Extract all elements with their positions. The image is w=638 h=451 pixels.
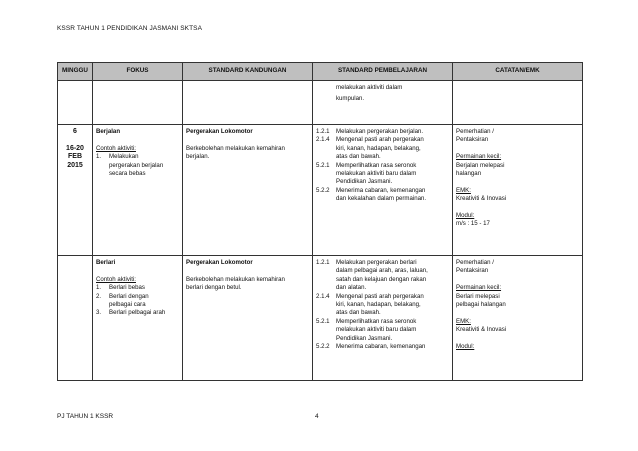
list-item: 2.1.4 Mengenal pasti arah pergerakan kiri, kanan, hadapan, belakang, atas dan bawah.	[316, 136, 424, 161]
kandungan-cell: Pergerakan Lokomotor Berkebolehan melakukan kemahiran berlari dengan betul.	[183, 256, 313, 381]
col-standard-kandungan: STANDARD KANDUNGAN	[183, 63, 313, 81]
page-header: KSSR TAHUN 1 PENDIDIKAN JASMANI SKTSA	[57, 25, 203, 32]
fokus-sub: Contoh aktiviti:	[96, 275, 136, 283]
col-fokus: FOKUS	[93, 63, 183, 81]
kandungan-cell: Pergerakan Lokomotor Berkebolehan melakukan kemahiran berjalan.	[183, 125, 313, 256]
week-month: FEB	[68, 153, 82, 161]
fokus-cell	[93, 256, 183, 381]
table-row-berlari	[58, 256, 583, 381]
pembelajaran-cell	[313, 125, 453, 256]
page-footer: PJ TAHUN 1 KSSR	[57, 413, 114, 420]
list-item: 2.1.4 Mengenal pasti arah pergerakan kiri, kanan, hadapan, belakang, atas dan bawah.	[316, 292, 424, 317]
list-item: 1.2.1 Melakukan pergerakan berlari dalam pelbagai arah, aras, laluan, satah dan kelajuan dengan rakan dan alatan.	[316, 259, 428, 292]
table-row-continuation	[58, 81, 583, 125]
list-item: 3. Berlari pelbagai arah	[96, 309, 166, 317]
catatan-cell: Pemerhatian / Pentaksiran Permainan kecil: Berjalan melepasi halangan EMK: Kreativiti & Inovasi Modul: m/s : 15 - 17	[453, 125, 583, 256]
list-item: 2. Berlari dengan pelbagai cara	[96, 292, 149, 309]
fokus-cell	[93, 125, 183, 256]
fokus-title: Berjalan	[96, 128, 121, 135]
col-catatan-emk: CATATAN/EMK	[453, 63, 583, 81]
kandungan-title: Pergerakan Lokomotor	[186, 259, 253, 266]
list-item: 1. Berlari bebas	[96, 284, 145, 292]
list-item: 5.2.2 Menerima cabaran, kemenangan dan kekalahan dalam permainan.	[316, 186, 427, 203]
col-standard-pembelajaran: STANDARD PEMBELAJARAN	[313, 63, 453, 81]
lesson-plan-table	[57, 62, 583, 381]
table-header-row	[58, 63, 583, 81]
fokus-title: Berlari	[96, 259, 116, 266]
week-number: 6	[73, 128, 77, 135]
list-item: 5.2.1 Memperlihatkan rasa seronok melakukan aktiviti baru dalam Pendidikan Jasmani.	[316, 317, 417, 342]
list-item: 5.2.1 Memperlihatkan rasa seronok melakukan aktiviti baru dalam Pendidikan Jasmani.	[316, 161, 417, 186]
pembelajaran-cell	[313, 256, 453, 381]
list-item: 1.2.1 Melakukan pergerakan berjalan.	[316, 128, 424, 135]
kandungan-title: Pergerakan Lokomotor	[186, 128, 253, 135]
minggu-cell	[58, 125, 93, 256]
week-date: 16-20	[66, 144, 84, 152]
list-item: 1. Melakukan pergerakan berjalan secara bebas	[96, 153, 164, 178]
continuation-line: melakukan aktiviti dalam	[336, 84, 403, 91]
minggu-cell	[58, 256, 93, 381]
page-number: 4	[315, 413, 319, 420]
catatan-cell: Pemerhatian / Pentaksiran Permainan kecil: Berlari melepasi pelbagai halangan EMK: Kreativiti & Inovasi Modul:	[453, 256, 583, 381]
continuation-line: kumpulan.	[336, 95, 365, 102]
list-item: 5.2.2 Menerima cabaran, kemenangan	[316, 343, 426, 351]
week-year: 2015	[67, 161, 83, 169]
col-minggu: MINGGU	[58, 63, 93, 81]
fokus-sub: Contoh aktiviti:	[96, 144, 136, 152]
table-row-week-6	[58, 125, 583, 256]
